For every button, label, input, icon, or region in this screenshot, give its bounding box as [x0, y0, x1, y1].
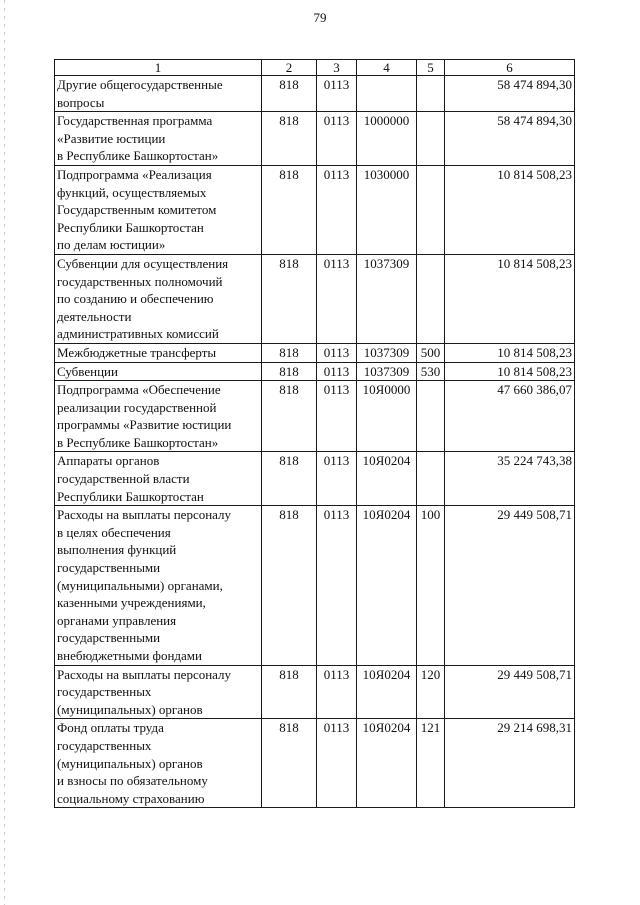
budget-table [54, 59, 575, 808]
row-name-line: государственных полномочий [57, 273, 223, 289]
row-vr [417, 452, 445, 506]
header-col-6: 6 [445, 60, 575, 76]
table-header-row [55, 60, 575, 76]
row-name [55, 506, 262, 665]
table-row [55, 165, 575, 254]
row-name-line: Фонд оплаты труда [57, 720, 164, 736]
row-name [55, 76, 262, 112]
row-name-line: деятельности [57, 308, 132, 324]
row-name-line: Подпрограмма «Реализация [57, 166, 212, 182]
row-name-line: административных комиссий [57, 326, 219, 342]
row-name-line: в Республике Башкортостан» [57, 148, 219, 164]
row-name-line: и взносы по обязательному [57, 773, 208, 789]
row-sum: 29 449 508,71 [445, 506, 575, 665]
row-name-line: внебюджетными фондами [57, 648, 202, 663]
row-sum: 58 474 894,30 [445, 112, 575, 166]
table-body [55, 76, 575, 808]
row-rz: 0113 [317, 665, 357, 719]
row-vr [417, 76, 445, 112]
row-sum: 10 814 508,23 [445, 254, 575, 343]
row-name-line: (муниципальными) органами, [57, 577, 223, 593]
row-name [55, 665, 262, 719]
row-name-line: Субвенции [57, 363, 118, 379]
row-name [55, 112, 262, 166]
row-rz: 0113 [317, 343, 357, 362]
table-row [55, 506, 575, 665]
row-name-line: государственными [57, 630, 161, 646]
header-col-1: 1 [55, 60, 262, 76]
row-name-line: государственных [57, 737, 152, 753]
table-row [55, 112, 575, 166]
row-name-line: функций, осуществляемых [57, 184, 207, 200]
table-row [55, 254, 575, 343]
row-name-line: (муниципальных) органов [57, 755, 203, 771]
row-name-line: Республики Башкортостан [57, 488, 204, 504]
row-name [55, 343, 262, 362]
row-gr: 818 [262, 76, 317, 112]
row-name-line: социальному страхованию [57, 790, 205, 806]
row-gr: 818 [262, 506, 317, 665]
row-gr: 818 [262, 452, 317, 506]
row-name-line: Государственным комитетом [57, 202, 217, 218]
scan-edge [4, 0, 5, 905]
header-col-3: 3 [317, 60, 357, 76]
row-name-line: Расходы на выплаты персоналу [57, 666, 232, 682]
row-name [55, 362, 262, 381]
row-gr: 818 [262, 719, 317, 808]
row-csr: 10Я0204 [357, 665, 417, 719]
header-col-5: 5 [417, 60, 445, 76]
row-name-line: казенными учреждениями, [57, 595, 206, 611]
row-csr: 1037309 [357, 254, 417, 343]
row-name-line: реализации государственной [57, 399, 217, 415]
row-gr: 818 [262, 343, 317, 362]
row-rz: 0113 [317, 254, 357, 343]
row-sum: 47 660 386,07 [445, 381, 575, 452]
row-name-line: органами управления [57, 612, 177, 628]
row-vr: 100 [417, 506, 445, 665]
row-name-line: Подпрограмма «Обеспечение [57, 382, 221, 398]
row-vr [417, 165, 445, 254]
row-csr [357, 76, 417, 112]
row-name-line: выполнения функций [57, 542, 177, 558]
row-rz: 0113 [317, 112, 357, 166]
row-name-line: государственной власти [57, 471, 190, 487]
row-name [55, 381, 262, 452]
row-name-line: в Республике Башкортостан» [57, 434, 219, 450]
row-name-line: Межбюджетные трансферты [57, 344, 217, 360]
table-row [55, 381, 575, 452]
row-rz: 0113 [317, 76, 357, 112]
table-row [55, 452, 575, 506]
table-row [55, 362, 575, 381]
row-rz: 0113 [317, 719, 357, 808]
row-csr: 10Я0000 [357, 381, 417, 452]
page-number: 79 [313, 10, 327, 25]
row-gr: 818 [262, 165, 317, 254]
row-name-line: Аппараты органов [57, 453, 160, 469]
row-gr: 818 [262, 665, 317, 719]
row-name-line: Расходы на выплаты персоналу [57, 507, 232, 523]
row-csr: 10Я0204 [357, 719, 417, 808]
row-sum: 10 814 508,23 [445, 165, 575, 254]
row-rz: 0113 [317, 452, 357, 506]
row-name-line: «Развитие юстиции [57, 130, 166, 146]
row-name-line: (муниципальных) органов [57, 701, 203, 717]
table-row [55, 343, 575, 362]
row-name-line: вопросы [57, 94, 105, 110]
table-row [55, 665, 575, 719]
row-vr [417, 112, 445, 166]
row-gr: 818 [262, 254, 317, 343]
row-gr: 818 [262, 381, 317, 452]
header-col-4: 4 [357, 60, 417, 76]
row-sum: 10 814 508,23 [445, 362, 575, 381]
row-name-line: Республики Башкортостан [57, 219, 204, 235]
header-col-2: 2 [262, 60, 317, 76]
row-vr: 530 [417, 362, 445, 381]
row-name-line: Государственная программа [57, 113, 213, 129]
row-csr: 1000000 [357, 112, 417, 166]
row-name-line: по делам юстиции» [57, 237, 166, 253]
row-csr: 1037309 [357, 362, 417, 381]
row-csr: 10Я0204 [357, 506, 417, 665]
row-rz: 0113 [317, 506, 357, 665]
row-vr: 121 [417, 719, 445, 808]
row-name-line: в целях обеспечения [57, 524, 171, 540]
row-sum: 58 474 894,30 [445, 76, 575, 112]
row-name [55, 254, 262, 343]
row-vr: 120 [417, 665, 445, 719]
row-sum: 29 449 508,71 [445, 665, 575, 719]
row-vr [417, 254, 445, 343]
row-rz: 0113 [317, 381, 357, 452]
row-csr: 10Я0204 [357, 452, 417, 506]
table-row [55, 719, 575, 808]
row-vr [417, 381, 445, 452]
row-name [55, 719, 262, 808]
row-sum: 35 224 743,38 [445, 452, 575, 506]
row-name-line: по созданию и обеспечению [57, 291, 214, 307]
row-name-line: Субвенции для осуществления [57, 255, 229, 271]
row-rz: 0113 [317, 362, 357, 381]
row-sum: 29 214 698,31 [445, 719, 575, 808]
table-row [55, 76, 575, 112]
row-csr: 1037309 [357, 343, 417, 362]
row-name-line: государственных [57, 684, 152, 700]
row-name [55, 165, 262, 254]
row-sum: 10 814 508,23 [445, 343, 575, 362]
row-csr: 1030000 [357, 165, 417, 254]
row-vr: 500 [417, 343, 445, 362]
row-rz: 0113 [317, 165, 357, 254]
row-name-line: государственными [57, 560, 161, 576]
row-name-line: программы «Развитие юстиции [57, 417, 232, 433]
row-name [55, 452, 262, 506]
row-gr: 818 [262, 112, 317, 166]
row-gr: 818 [262, 362, 317, 381]
row-name-line: Другие общегосударственные [57, 77, 223, 92]
